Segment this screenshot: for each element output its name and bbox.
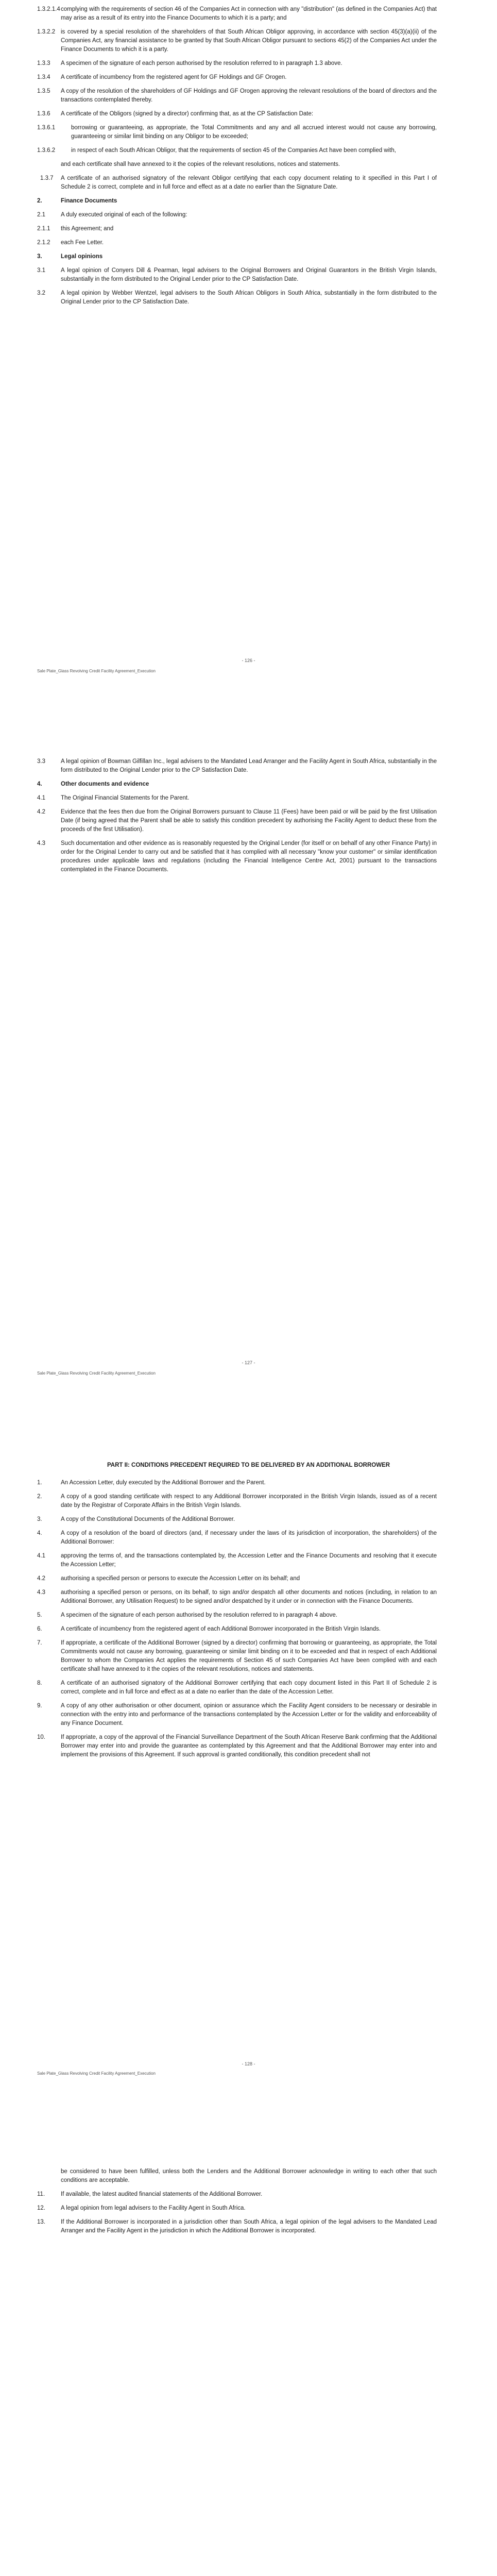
clause-number: 1.3.5 [37,88,50,94]
clause-text: If appropriate, a copy of the approval of the Financial Surveillance Department of the South African Reserve Bank confirming that the Additional Borrower may enter into and provide the guarantee as contemplated by this Agreement and that the Additional Borrower may enter into and implement the provisions of this Agreement. If such approval is granted conditionally, this condition precedent shall not [61,1734,437,1758]
clause-text: A certificate of incumbency from the registered agent of each Additional Borrower incorporated in the British Virgin Islands. [61,1626,381,1632]
clause-text: A certificate of the Obligors (signed by a director) confirming that, as at the CP Satisfaction Date: [61,111,314,117]
clause [37,59,437,68]
clause [37,211,437,219]
clause-text: is covered by a special resolution of the shareholders of that South African Obligor approving, in accordance with section 45(3)(a)(ii) of the Companies Act, any financial assistance to be granted by that South African Obligor pursuant to sections 45(2) of the Companies Act under the Finance Documents to which it is a party. [61,29,437,53]
clause [37,124,437,141]
clause-text: A certificate of incumbency from the registered agent for GF Holdings and GF Orogen. [61,74,287,80]
clause [37,110,437,118]
clause [40,174,437,192]
clause-text: authorising a specified person or persons, on its behalf, to sign and/or despatch all other documents and notices (including, in relation to an Additional Borrower, any Utilisation Request) to be signed and/or despatched by it under or in connection with the Finance Documents. [61,1589,437,1604]
clause-text: An Accession Letter, duly executed by the Additional Borrower and the Parent. [61,1480,266,1486]
clause-text: A specimen of the signature of each person authorised by the resolution referred to in paragraph 1.3 above. [61,60,342,66]
clause-text: A copy of the Constitutional Documents of the Additional Borrower. [61,1516,235,1522]
clause-text: borrowing or guaranteeing, as appropriate, the Total Commitments and any and all accrued interest would not cause any borrowing, guaranteeing or similar limit binding on any Obligor to be exceeded; [71,125,437,140]
document-page [0,1406,497,2110]
clause-text: Other documents and evidence [61,781,149,787]
clause-text: A certificate of an authorised signatory of the Additional Borrower certifying that each copy document listed in this Part II of Schedule 2 is correct, complete and in full force and effect as at a date no earlier than the date of the Accession Letter. [61,1680,437,1695]
clause-number: 1.3.6.2 [37,147,56,154]
footer-text: Sale Plate_Glass Revolving Credit Facility Agreement_Execution [37,1371,156,1376]
document-page [0,703,497,1406]
clause-number: 2.1.1 [37,226,50,232]
clause-number: 1.3.2.2 [37,29,56,35]
clause [37,1702,437,1728]
clause-text: Finance Documents [61,198,117,204]
clause-text: A copy of the resolution of the shareholders of GF Holdings and GF Orogen approving the relevant resolutions of the board of directors and the transactions contemplated thereby. [61,88,437,103]
section-heading [37,780,437,789]
clause-number: 2. [37,198,42,204]
clause-number: 2. [37,1494,42,1500]
clause-number: 6. [37,1626,42,1632]
clause-number: 12. [37,2205,45,2211]
section-heading [37,252,437,261]
document-page [0,2110,497,2576]
clause [61,2167,437,2185]
clause [37,5,437,23]
clause-text: be considered to have been fulfilled, unless both the Lenders and the Additional Borrower acknowledge in writing to each other that such conditions are acceptable. [61,2168,437,2183]
clause-number: 1.3.3 [37,60,50,66]
clause-text: this Agreement; and [61,226,114,232]
clause [37,2204,437,2213]
clause [37,1733,437,1759]
clause-text: If the Additional Borrower is incorporated in a jurisdiction other than South Africa, a legal opinion of the legal advisers to the Mandated Lead Arranger and the Facility Agent in the jurisdiction in which the Additional Borrower is incorporated. [61,2219,437,2234]
clause-text: If available, the latest audited financial statements of the Additional Borrower. [61,2191,263,2197]
clause [61,160,437,169]
clause-number: 5. [37,1612,42,1618]
clause [37,1479,437,1487]
clause-number: 4.3 [37,840,45,846]
clause [37,239,437,247]
clause [37,266,437,284]
clause-number: 10. [37,1734,45,1740]
clause-text: A specimen of the signature of each person authorised by the resolution referred to in paragraph 4 above. [61,1612,338,1618]
clause-number: 4.1 [37,1553,45,1559]
clause-number: 1.3.2.1.4 [37,6,60,12]
clause-number: 1.3.6 [37,111,50,117]
clause [37,225,437,233]
section-heading [37,197,437,206]
clause [37,1515,437,1524]
page-number: - 128 - [242,2061,255,2066]
clause-text: The Original Financial Statements for the Parent. [61,795,190,801]
clause-text: and each certificate shall have annexed to it the copies of the relevant resolutions, notices and statements. [61,161,340,167]
page-body [0,757,497,879]
clause-text: in respect of each South African Obligor, that the requirements of section 45 of the Companies Act have been complied with, [71,147,396,154]
clause-text: approving the terms of, and the transactions contemplated by, the Accession Letter and the Finance Documents and resolving that it execute the Accession Letter; [61,1553,437,1568]
clause-text: A legal opinion of Bowman Gilfillan Inc., legal advisers to the Mandated Lead Arranger and the Facility Agent in South Africa, substantially in the form distributed to the Original Lender prior to the CP Satisfaction Date. [61,758,437,773]
clause [37,73,437,82]
clause-number: 13. [37,2219,45,2225]
page-body [0,1479,497,1765]
clause [37,1588,437,1606]
clause-number: 2.1.2 [37,240,50,246]
clause-number: 9. [37,1703,42,1709]
clause-number: 3.1 [37,267,45,274]
clause [37,2218,437,2235]
clause-number: 3. [37,253,42,260]
clause-text: Evidence that the fees then due from the Original Borrowers pursuant to Clause 11 (Fees) have been paid or will be paid by the first Utilisation Date (if being agreed that the Parent shall be able to satisfy this condition precedent by authorising the Facility Agent to deduct these from the proceeds of the first Utilisation). [61,809,437,833]
clause [37,794,437,803]
clause-number: 11. [37,2191,45,2197]
clause-number: 4.2 [37,1575,45,1582]
clause [37,1574,437,1583]
clause-number: 3.3 [37,758,45,765]
part-title: PART II: CONDITIONS PRECEDENT REQUIRED TO BE DELIVERED BY AN ADDITIONAL BORROWER [107,1462,390,1468]
clause [37,757,437,775]
clause [37,28,437,54]
footer-text: Sale Plate_Glass Revolving Credit Facility Agreement_Execution [37,669,156,673]
clause-text: A legal opinion of Conyers Dill & Pearman, legal advisers to the Original Borrowers and Original Guarantors in the British Virgin Islands, substantially in the form distributed to the Original Lender prior to the CP Satisfaction Date. [61,267,437,282]
clause [37,87,437,105]
footer-text: Sale Plate_Glass Revolving Credit Facility Agreement_Execution [37,2071,156,2076]
clause-text: A certificate of an authorised signatory of the relevant Obligor certifying that each copy document relating to it specified in this Part I of Schedule 2 is correct, complete and in full force and effect as at a date no earlier than the Signature Date. [61,175,437,190]
clause-text: each Fee Letter. [61,240,104,246]
clause-number: 7. [37,1640,42,1646]
clause [37,1552,437,1569]
clause-text: Such documentation and other evidence as is reasonably requested by the Original Lender (for itself or on behalf of any other Finance Party) in order for the Original Lender to carry out and be satisfied that it has complied with all necessary "know your customer" or similar identification procedures under applicable laws and regulations (including the Financial Intelligence Centre Act, 2001) pursuant to the transactions contemplated in the Finance Documents. [61,840,437,873]
clause [37,839,437,874]
clause-text: A copy of a resolution of the board of directors (and, if necessary under the laws of its jurisdiction of incorporation, the shareholders) of the Additional Borrower: [61,1530,437,1545]
clause-text: A legal opinion by Webber Wentzel, legal advisers to the South African Obligors in South Africa, substantially in the form distributed to the Original Lender prior to the CP Satisfaction Date. [61,290,437,305]
page-number: - 126 - [242,658,255,663]
clause [37,1529,437,1547]
clause-text: A copy of a good standing certificate with respect to any Additional Borrower incorporated in the British Virgin Islands, issued as of a recent date by the Registrar of Corporate Affairs in the British Virgin Islands. [61,1494,437,1509]
clause [37,1625,437,1634]
clause [37,1611,437,1620]
clause-number: 4.1 [37,795,45,801]
clause [37,1493,437,1510]
clause-number: 1. [37,1480,42,1486]
clause-text: A copy of any other authorisation or other document, opinion or assurance which the Facility Agent considers to be necessary or desirable in connection with the entry into and performance of the transactions contemplated by the Accession Letter or for the validity and enforceability of any Finance Document. [61,1703,437,1726]
page-body [0,5,497,312]
clause [37,289,437,307]
clause [37,2190,437,2199]
clause-text: Legal opinions [61,253,103,260]
document-page [0,0,497,703]
clause-number: 4. [37,781,42,787]
clause-number: 4. [37,1530,42,1536]
clause [37,1679,437,1697]
clause-text: authorising a specified person or persons to execute the Accession Letter on its behalf; and [61,1575,300,1582]
clause-number: 1.3.6.1 [37,125,56,131]
clause-number: 2.1 [37,212,45,218]
clause-number: 4.3 [37,1589,45,1596]
clause [37,1639,437,1674]
clause [37,146,437,155]
clause [37,808,437,834]
clause-text: A legal opinion from legal advisers to the Facility Agent in South Africa. [61,2205,246,2211]
clause-number: 1.3.7 [40,175,54,181]
clause-number: 4.2 [37,809,45,815]
clause-number: 3. [37,1516,42,1522]
clause-number: 3.2 [37,290,45,296]
clause-text: complying with the requirements of section 46 of the Companies Act in connection with any "distribution" (as defined in the Companies Act) that may arise as a result of its entry into the Finance Documents to which it is a party; and [61,6,437,21]
page-body [0,2167,497,2241]
clause-number: 8. [37,1680,42,1686]
clause-number: 1.3.4 [37,74,50,80]
clause-text: If appropriate, a certificate of the Additional Borrower (signed by a director) confirming that borrowing or guaranteeing, as appropriate, the Total Commitments would not cause any borrowing, guaranteeing or similar limit binding on it to be exceeded and that in respect of each Additional Borrower to whom the Companies Act applies the requirements of Section 45 of such Companies Act have been complied with and each certificate shall have annexed to it the copies of the relevant resolutions, notices and statements. [61,1640,437,1672]
page-number: - 127 - [242,1360,255,1365]
clause-text: A duly executed original of each of the following: [61,212,187,218]
